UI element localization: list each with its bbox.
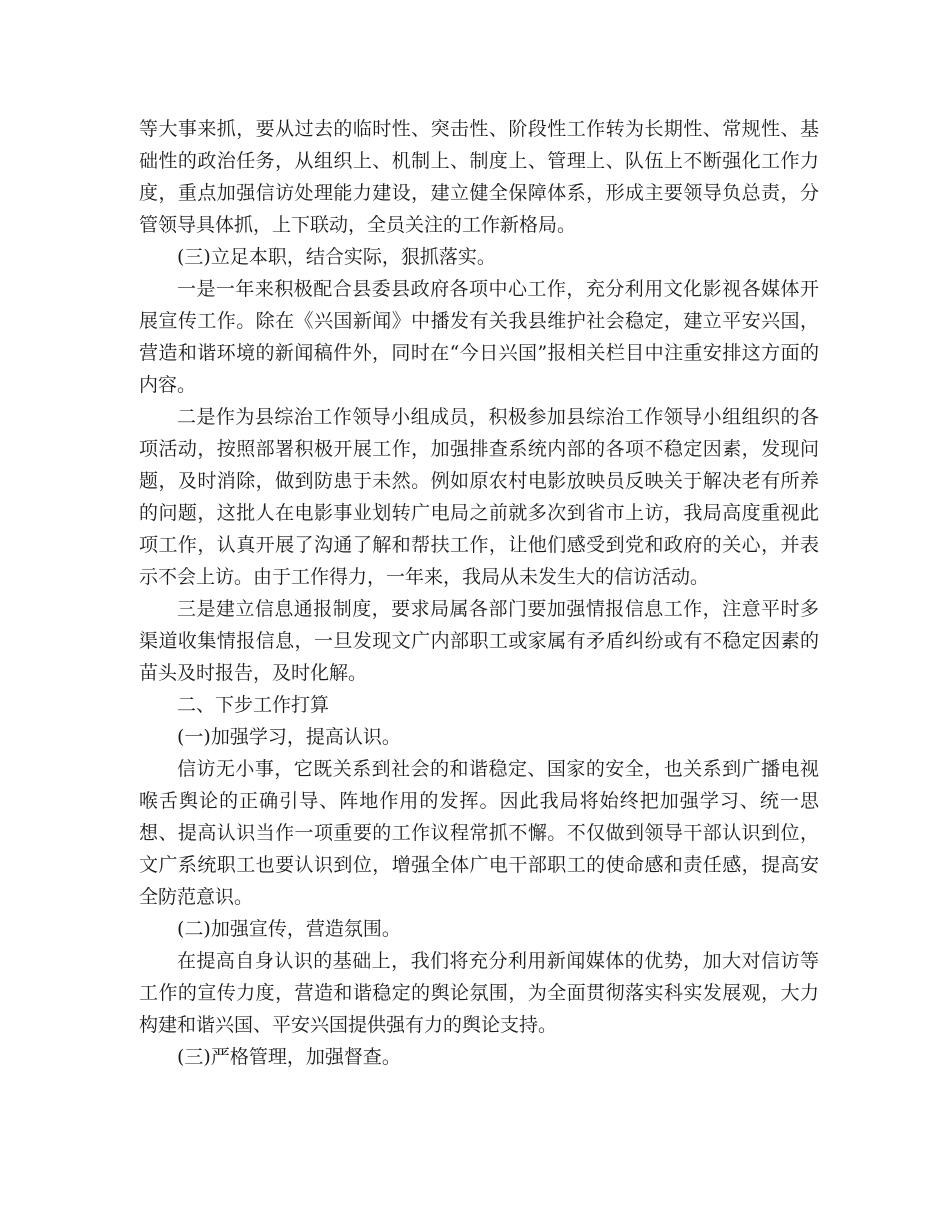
- paragraph-publicity: 在提高自身认识的基础上，我们将充分利用新闻媒体的优势，加大对信访等工作的宣传力度，营造和谐稳定的舆论氛围，为全面贯彻落实科实发展观，大力构建和谐兴国、平安兴国提供强有力的舆论支持。: [139, 950, 819, 1036]
- paragraph-intro: 等大事来抓，要从过去的临时性、突击性、阶段性工作转为长期性、常规性、基础性的政治任务，从组织上、机制上、制度上、管理上、队伍上不断强化工作力度，重点加强信访处理能力建设，建立健全保障体系，形成主要领导负总责，分管领导具体抓，上下联动，全员关注的工作新格局。: [139, 118, 819, 236]
- document-page: [139, 113, 819, 1073]
- subheading-3: (三)立足本职，结合实际，狠抓落实。: [177, 246, 496, 268]
- paragraph-item-1: 一是一年来积极配合县委县政府各项中心工作，充分利用文化影视各媒体开展宣传工作。除在《兴国新闻》中播发有关我县维护社会稳定，建立平安兴国，营造和谐环境的新闻稿件外，同时在“今日兴国”报相关栏目中注重安排这方面的内容。: [139, 278, 819, 396]
- paragraph-item-2: 二是作为县综治工作领导小组成员，积极参加县综治工作领导小组组织的各项活动，按照部署积极开展工作，加强排查系统内部的各项不稳定因素，发现问题，及时消除，做到防患于未然。例如原农村电影放映员反映关于解决老有所养的问题，这批人在电影事业划转广电局之前就多次到省市上访，我局高度重视此项工作，认真开展了沟通了解和帮扶工作，让他们感受到党和政府的关心，并表示不会上访。由于工作得力，一年来，我局从未发生大的信访活动。: [139, 406, 819, 588]
- paragraph-item-3: 三是建立信息通报制度，要求局属各部门要加强情报信息工作，注意平时多渠道收集情报信息，一旦发现文广内部职工或家属有矛盾纠纷或有不稳定因素的苗头及时报告，及时化解。: [139, 598, 819, 684]
- paragraph-study: 信访无小事，它既关系到社会的和谐稳定、国家的安全，也关系到广播电视喉舌舆论的正确引导、阵地作用的发挥。因此我局将始终把加强学习、统一思想、提高认识当作一项重要的工作议程常抓不懈。不仅做到领导干部认识到位，文广系统职工也要认识到位，增强全体广电干部职工的使命感和责任感，提高安全防范意识。: [139, 758, 819, 908]
- subheading-3b: (三)严格管理，加强督查。: [177, 1046, 401, 1068]
- section-heading-2: 二、下步工作打算: [177, 694, 330, 716]
- subheading-1: (一)加强学习，提高认识。: [177, 726, 401, 748]
- subheading-2: (二)加强宣传，营造氛围。: [177, 918, 401, 940]
